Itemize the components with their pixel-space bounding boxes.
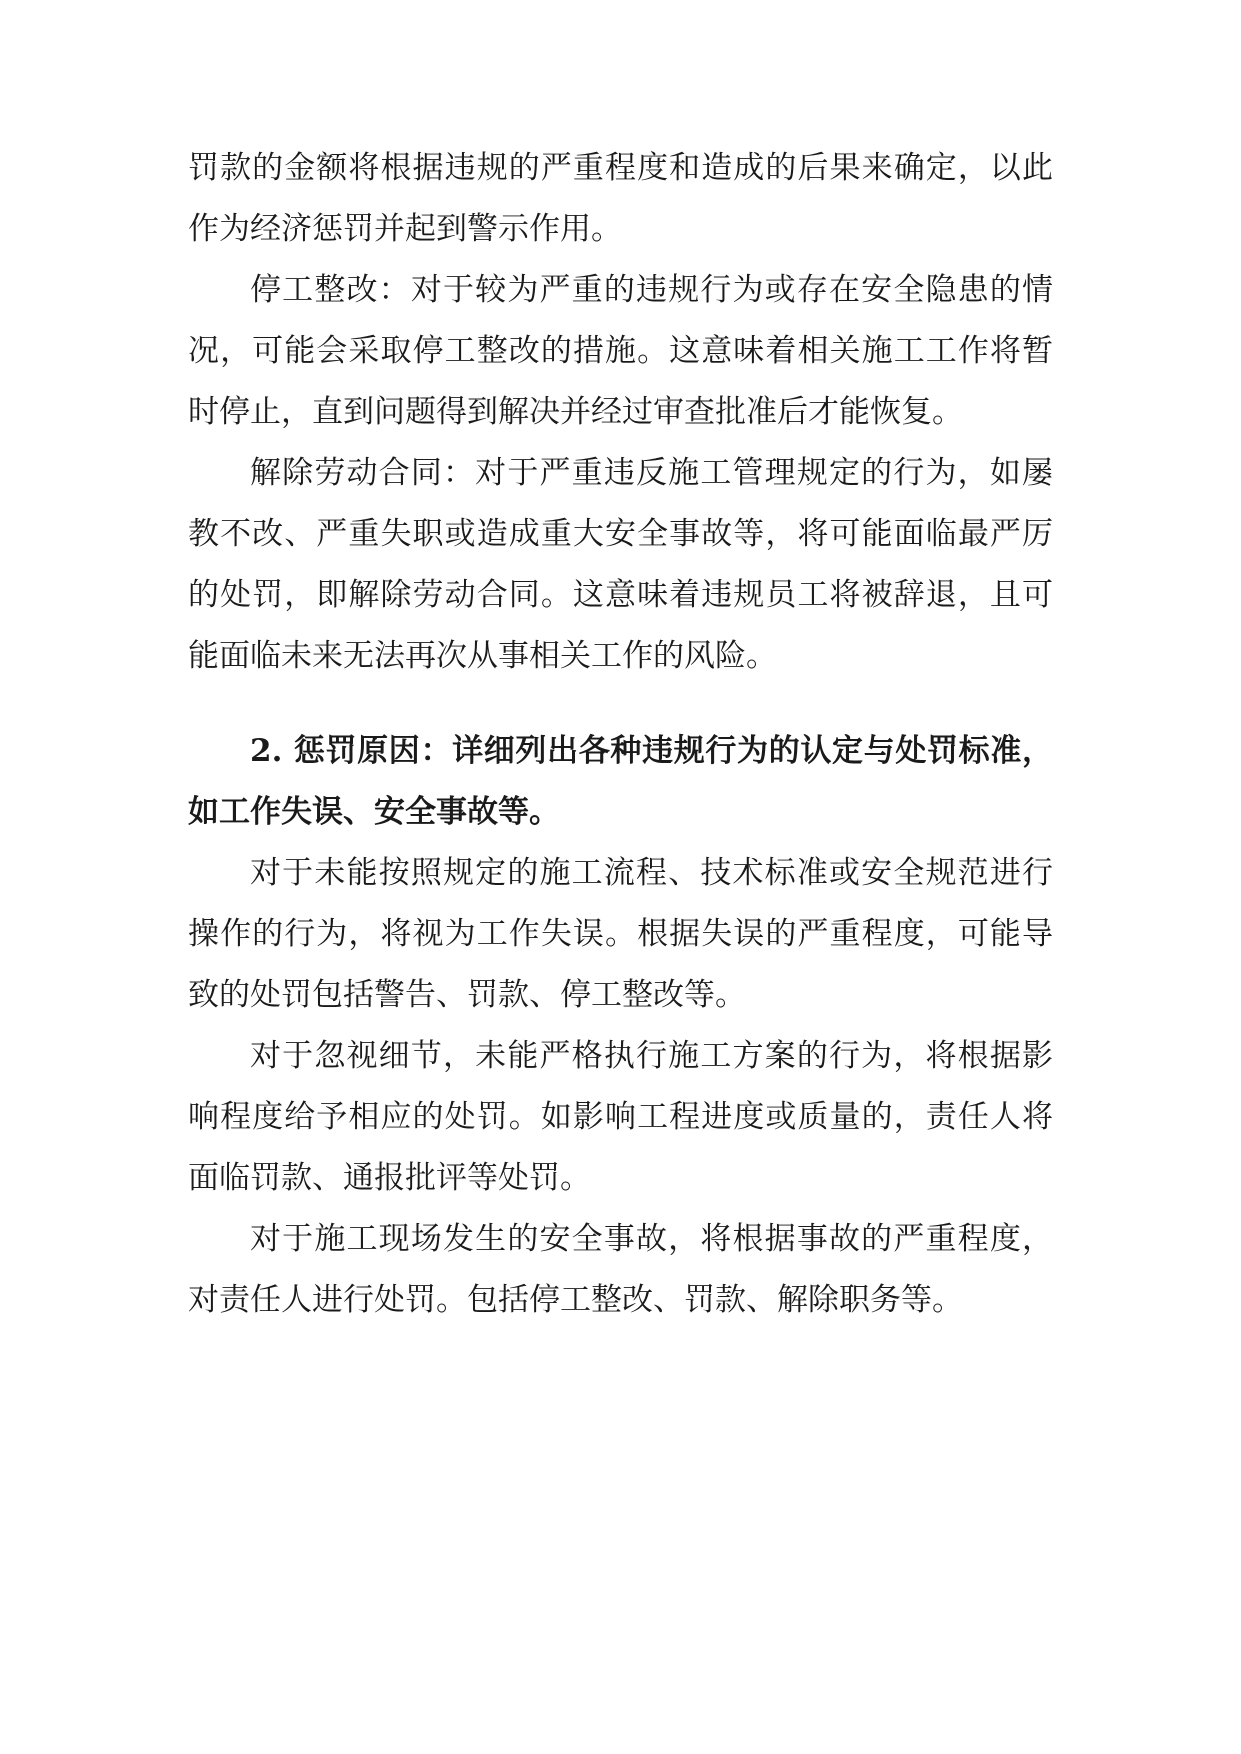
document-body	[188, 138, 1053, 1331]
section-heading-penalty-reasons: 2. 惩罚原因：详细列出各种违规行为的认定与处罚标准，如工作失误、安全事故等。	[188, 733, 1053, 830]
paragraph-ignore-details: 对于忽视细节，未能严格执行施工方案的行为，将根据影响程度给予相应的处罚。如影响工程进度或质量的，责任人将面临罚款、通报批评等处罚。	[188, 1038, 1053, 1196]
paragraph-safety-accident: 对于施工现场发生的安全事故，将根据事故的严重程度，对责任人进行处罚。包括停工整改、罚款、解除职务等。	[188, 1221, 1053, 1318]
paragraph-terminate-contract: 解除劳动合同：对于严重违反施工管理规定的行为，如屡教不改、严重失职或造成重大安全事故等，将可能面临最严厉的处罚，即解除劳动合同。这意味着违规员工将被辞退，且可能面临未来无法再次从事相关工作的风险。	[188, 455, 1053, 674]
paragraph-fine-amount: 罚款的金额将根据违规的严重程度和造成的后果来确定，以此作为经济惩罚并起到警示作用。	[188, 150, 1053, 247]
paragraph-work-error: 对于未能按照规定的施工流程、技术标准或安全规范进行操作的行为，将视为工作失误。根据失误的严重程度，可能导致的处罚包括警告、罚款、停工整改等。	[188, 855, 1053, 1013]
paragraph-stop-work: 停工整改：对于较为严重的违规行为或存在安全隐患的情况，可能会采取停工整改的措施。这意味着相关施工工作将暂时停止，直到问题得到解决并经过审查批准后才能恢复。	[188, 272, 1053, 430]
